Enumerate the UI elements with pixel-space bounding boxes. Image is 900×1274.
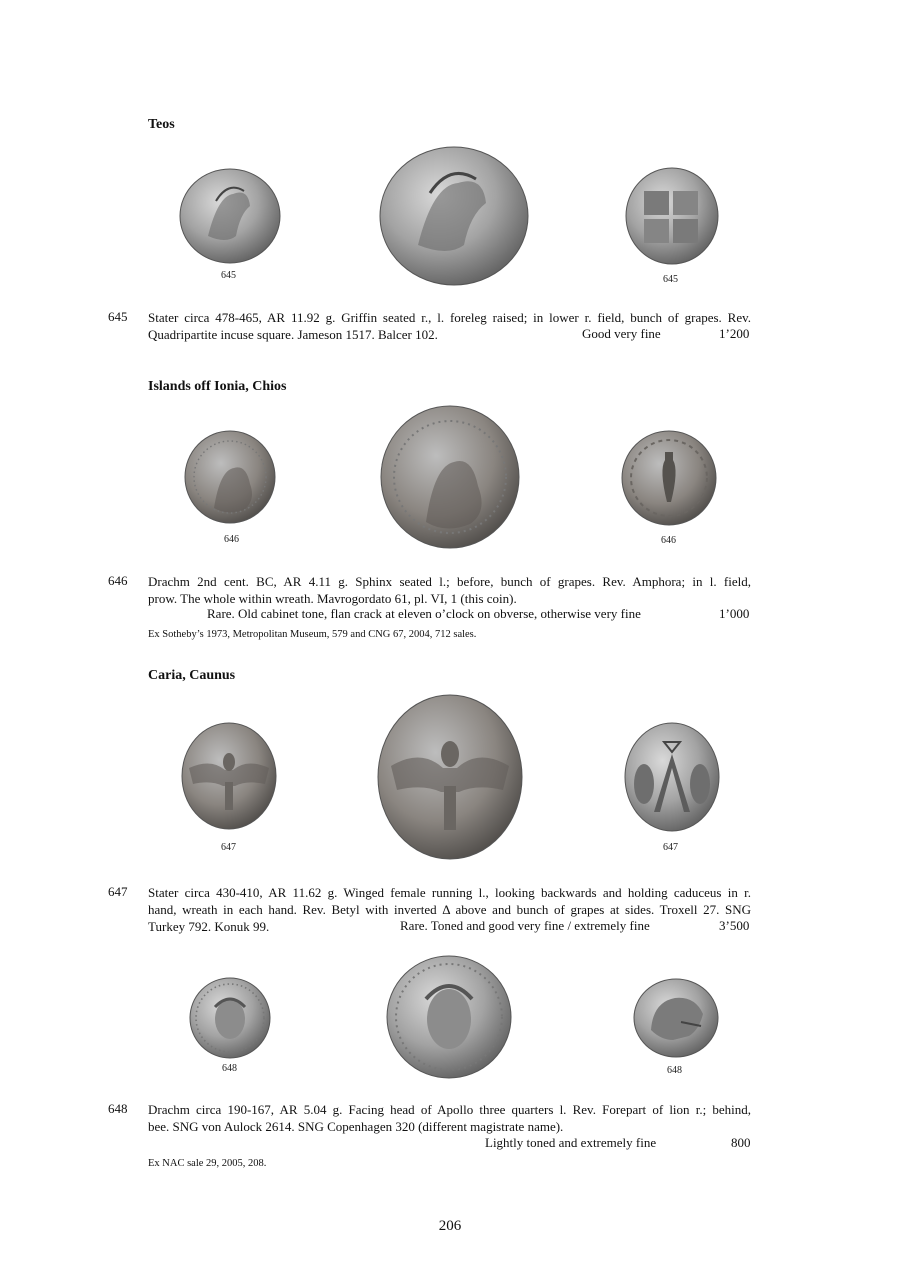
coin-645-obverse-small — [178, 166, 282, 266]
coin-645-reverse — [624, 166, 720, 266]
section-heading: Islands off Ionia, Chios — [148, 379, 287, 394]
lot-grade: Rare. Old cabinet tone, flan crack at eleven o’clock on obverse, otherwise very fine — [207, 606, 641, 621]
lot-number: 647 — [108, 884, 128, 899]
lot-price: 800 — [731, 1135, 751, 1150]
section-heading: Teos — [148, 117, 175, 132]
coin-label: 645 — [663, 274, 678, 285]
lot-description-line: Drachm circa 190-167, AR 5.04 g. Facing head of Apollo three quarters l. Rev. Forepart of lion r.; behind, — [148, 1102, 751, 1117]
lot-number: 646 — [108, 573, 128, 588]
coin-647-reverse — [624, 722, 720, 832]
coin-647-obverse-small — [181, 722, 277, 830]
coin-646-reverse — [621, 430, 717, 526]
coin-label: 645 — [221, 270, 236, 281]
lot-description-line: bee. SNG von Aulock 2614. SNG Copenhagen 320 (different magistrate name). — [148, 1119, 564, 1134]
lot-price: 1’200 — [719, 326, 750, 341]
lot-description-line: Stater circa 478-465, AR 11.92 g. Griffin seated r., l. foreleg raised; in lower r. field, bunch of grapes. Rev. — [148, 310, 751, 325]
lot-grade: Lightly toned and extremely fine — [485, 1135, 657, 1150]
lot-number: 645 — [108, 309, 128, 324]
lot-description-line: Quadripartite incuse square. Jameson 1517. Balcer 102. — [148, 327, 438, 342]
lot-provenance: Ex Sotheby’s 1973, Metropolitan Museum, 579 and CNG 67, 2004, 712 sales. — [148, 629, 477, 640]
lot-description-line: hand, wreath in each hand. Rev. Betyl with inverted Δ above and bunch of grapes at sides. Troxell 27. SNG — [148, 902, 751, 917]
lot-description-line: Drachm 2nd cent. BC, AR 4.11 g. Sphinx seated l.; before, bunch of grapes. Rev. Amphora; in l. field, — [148, 574, 751, 589]
coin-label: 648 — [222, 1063, 237, 1074]
lot-price: 3’500 — [719, 918, 750, 933]
coin-label: 646 — [661, 535, 676, 546]
lot-grade: Good very fine — [582, 326, 661, 341]
lot-description-line: prow. The whole within wreath. Mavrogordato 61, pl. VI, 1 (this coin). — [148, 591, 517, 606]
coin-648-obverse-large — [386, 955, 512, 1079]
section-heading: Caria, Caunus — [148, 668, 236, 683]
coin-648-reverse — [633, 978, 719, 1058]
coin-646-obverse-small — [184, 430, 276, 525]
lot-grade: Rare. Toned and good very fine / extremely fine — [400, 918, 650, 933]
lot-number: 648 — [108, 1101, 128, 1116]
coin-label: 647 — [663, 842, 678, 853]
lot-description-line: Stater circa 430-410, AR 11.62 g. Winged female running l., looking backwards and holding caduceus in r. — [148, 885, 751, 900]
coin-646-obverse-large — [380, 404, 520, 550]
lot-provenance: Ex NAC sale 29, 2005, 208. — [148, 1158, 267, 1169]
coin-645-obverse-large — [378, 145, 530, 287]
coin-label: 648 — [667, 1065, 682, 1076]
coin-648-obverse-small — [189, 977, 271, 1059]
lot-price: 1’000 — [719, 606, 750, 621]
coin-647-obverse-large — [377, 694, 523, 860]
coin-label: 646 — [224, 534, 239, 545]
lot-description-line: Turkey 792. Konuk 99. — [148, 919, 270, 934]
page-number: 206 — [438, 1218, 462, 1234]
coin-label: 647 — [221, 842, 236, 853]
